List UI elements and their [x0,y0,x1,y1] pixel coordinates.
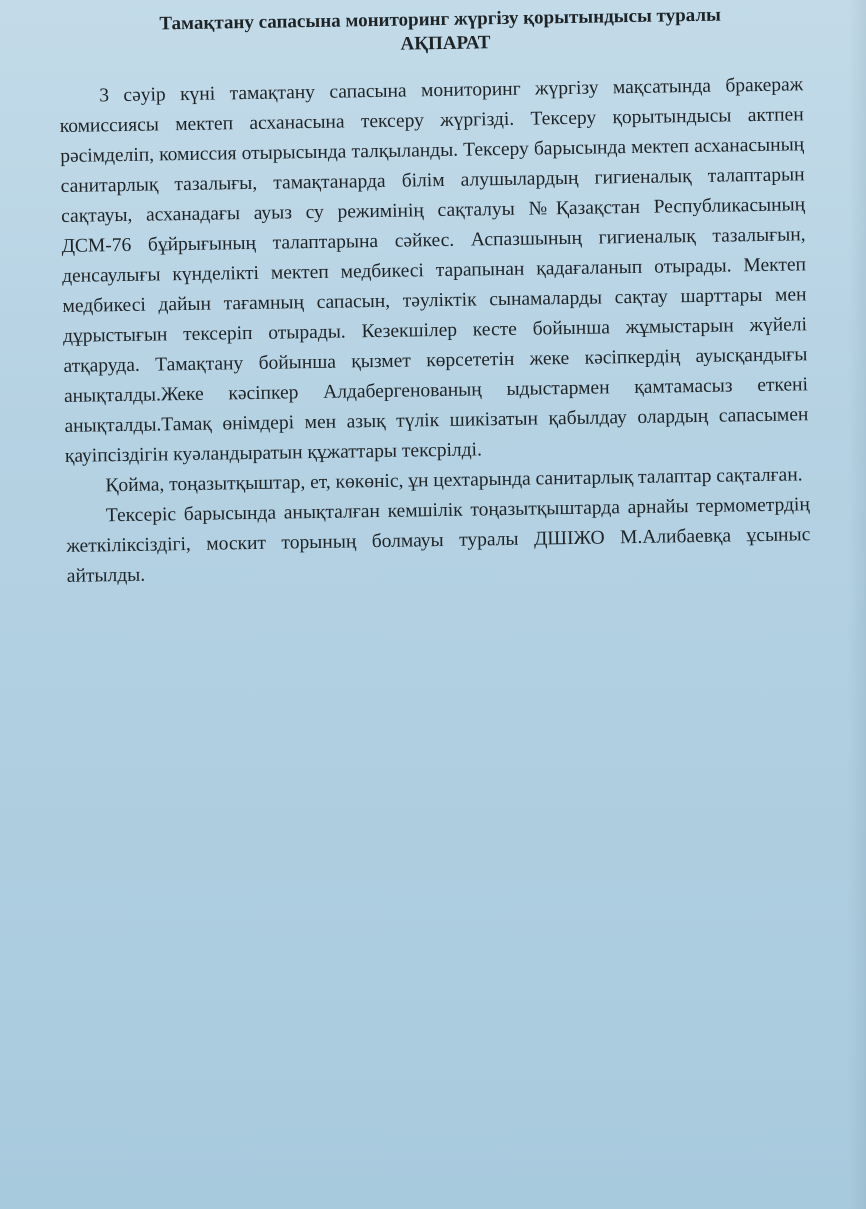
paragraph-text: 3 сәуір күні тамақтану сапасына мониторинг жүргізу мақсатында бракераж комиссиясы мектеп асханасына тексеру жүргізді. Тексеру қорытындысы актпен рәсімделіп, комиссия отырысында талқыланды. Тексеру барысында мектеп асханасының санитарлық тазалығы, тамақтанарда білім алушылардың гигиеналық талаптарын сақтауы, асханадағы ауыз су режимінің сақталуы №Қазақстан Республикасының ДСМ-76 бұйрығының талаптарына сәйкес. Аспазшының гигиеналық тазалығын, денсаулығы күнделікті мектеп медбикесі тарапынан қадағаланып отырады. Мектеп медбикесі дайын тағамның сапасын, тәуліктік сынамаларды сақтау шарттары мен дұрыстығын тексеріп отырады. Кезекшілер кесте бойынша жұмыстарын жүйелі атқаруда. Тамақтану бойынша қызмет көрсететін жеке кәсіпкердің ауысқандығы анықталды.Жеке кәсіпкер Алдабергенованың ыдыстармен қамтамасыз еткені анықталды.Тамақ өнімдері мен азық түлік шикізатын қабылдау олардың сапасымен қауіпсіздігін куәландыратын құжаттары тексрілді. [59,74,809,467]
paper-edge-shadow [848,0,866,1209]
paragraph-text: Қойма, тоңазытқыштар, ет, көкөніс, ұн цехтарында санитарлық талаптар сақталған. [105,464,803,497]
paragraph-inspection [59,70,809,472]
document-body [58,2,811,592]
document-heading: АҚПАРАТ [400,32,491,55]
paragraph-shortcomings [66,490,811,592]
document-title: Тамақтану сапасына мониторинг жүргізу қорытындысы туралы [159,4,722,35]
paragraph-text: Тексеріс барысында анықталған кемшілік тоңазытқыштарда арнайы термометрдің жеткіліксіздігі, москит торының болмауы туралы ДШІЖО М.Алибаевқа ұсыныс айтылды. [66,494,811,587]
